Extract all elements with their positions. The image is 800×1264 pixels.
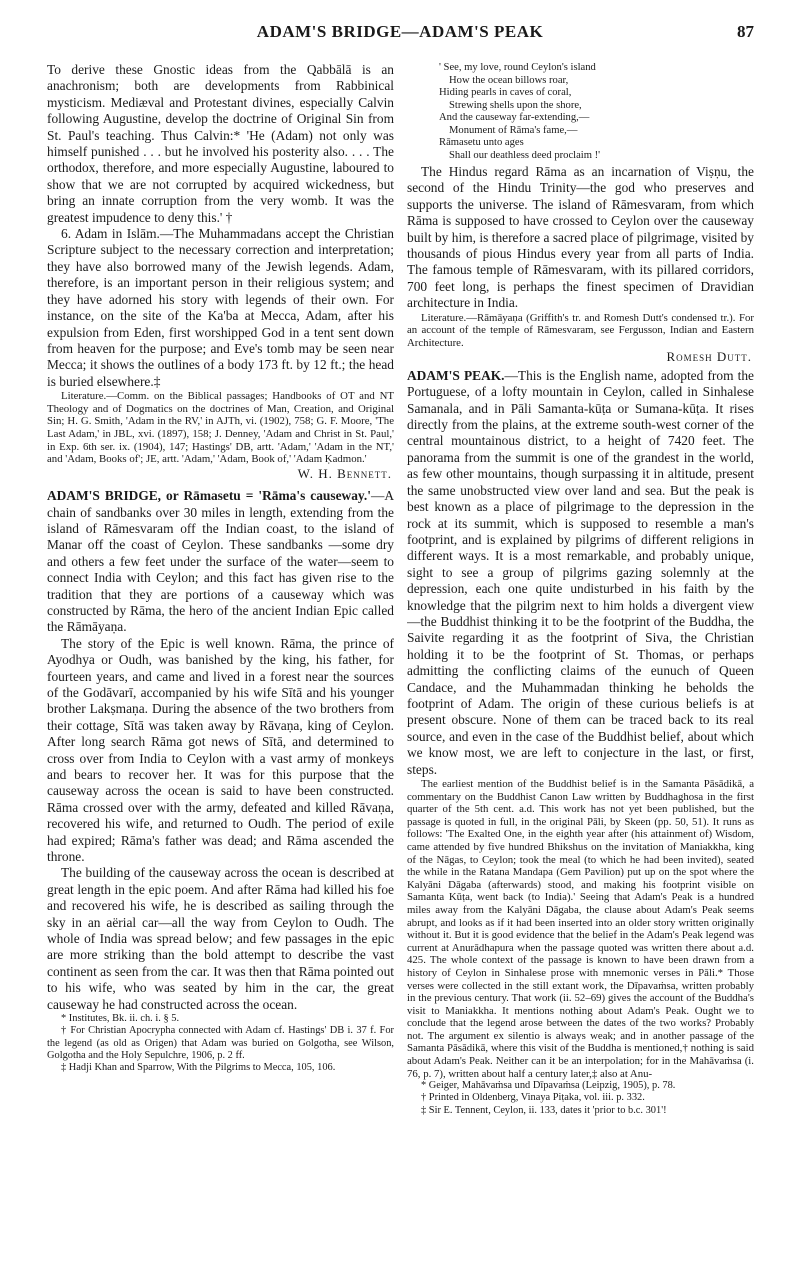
footnote-apocrypha: † For Christian Apocrypha connected with Adam cf. Hastings' DB i. 37 f. For the legend (as old as Origen) that Adam was buried on Golgotha, see Wilson, Golgotha and the Holy Sepulchre, 1906, p. 2 ff.: [47, 1025, 394, 1061]
peak-paragraph-1: —This is the English name, adopted from the Portuguese, of a lofty mountain in Ceylon, called in Sinhalese Samanala, and in Pāli Samanta-kūṭa or Sumana-kūṭa. It rises directly from the plains, at the extreme south-west corner of the central mountainous district, to a height of 7420 feet. The panorama from the summit is one of the grandest in the world, as few other mountains, though surpassing it in altitude, present the same unobstructed view over land and sea. But the peak is best known as a place of pilgrimage to the depression in the rock at its summit, which is supposed to resemble a man's footprint, and is explained by pilgrims of different religions in different ways. It is a most remarkable, and probably unique, sight to see a group of pilgrims gazing solemnly at the depression, each one quite undisturbed in his faith by the knowledge that the pilgrim next to him holds a divergent view—the Buddhist thinking it to be the footprint of the Buddha, the Saivite regarding it as the footprint of Siva, the Christian holding it to be the footprint of St. Thomas, or perhaps admitting the conflicting claims of the eunuch of Queen Candace, and the Muhammadan thinking he beholds the footprint of Adam. The origin of these curious beliefs is at present obscure. None of them can be traced back to its real source, and even in the case of the Buddhist belief, about which we know most, we are left to conjecture in the last, or first, steps.: [407, 367, 754, 777]
poem-line: Rāmasetu unto ages: [439, 137, 524, 148]
poem-line: Shall our deathless deed proclaim !': [449, 149, 601, 161]
poem-line: How the ocean billows roar,: [449, 74, 569, 86]
poem-line: And the causeway far-extending,—: [439, 112, 590, 123]
headword-adams-peak: ADAM'S PEAK.: [407, 367, 505, 383]
left-column: [47, 62, 394, 1256]
page-number: 87: [737, 22, 754, 41]
literature-ramayana: Literature.—Rāmāyaṇa (Griffith's tr. and Romesh Dutt's condensed tr.). For an account of the temple of Rāmesvaram, see Fergusson, Indian and Eastern Architecture.: [407, 311, 754, 349]
entry-adams-peak: [407, 368, 754, 778]
footnote-hadji-khan: ‡ Hadji Khan and Sparrow, With the Pilgrims to Mecca, 105, 106.: [61, 1061, 336, 1073]
right-column: [407, 62, 754, 1256]
bridge-paragraph-2: The story of the Epic is well known. Rāma, the prince of Ayodhya or Oudh, was banished by the king, his father, for fourteen years, and came and lived in a forest near the sources of the Godāvarī, accompanied by his wife Sītā and his younger brother Lakṣmaṇa. During the absence of the two brothers from their cottage, Sītā was taken away by Rāvaṇa, king of Ceylon. After long search Rāma got news of Sītā, and determined to cross over from India to Ceylon with a vast army of monkeys and bears to recover her. It was for this purpose that the causeway across the ocean is said to have been constructed. Rāma crossed over with the army, defeated and killed Rāvaṇa, recovered his wife, and returned to Oudh. The period of exile had expired; Rāma's father was dead; and Rāma ascended the throne.: [47, 635, 394, 865]
poem-quotation: [439, 62, 754, 162]
peak-small-print: The earliest mention of the Buddhist belief is in the Samanta Pāsādikā, a commentary on the Buddhist Canon Law written by Buddhaghosa in the first quarter of the 5th cent. a.d. This work has not yet been published, but the passage is quoted in full, in the original Pāli, by Skeen (pp. 50, 51). It runs as follows: 'The Exalted One, in the eighth year after (his attainment of) Wisdom, came attended by five hundred Bhikshus on the invitation of Maniakkha, king of the Nāgas, to Ceylon; took the meal (to which he had been invited), seated the while in the Ratana Mandapa (Gem Pavilion) put up on the spot where the Kalyāni Dāgaba (afterwards) stood, and making his footprint visible on Samanta Kūṭa, went back (to India).' Seeing that Adam's Peak is a hundred miles away from the Kalyāni Dāgaba, the clause about Adam's Peak seems abrupt, and looks as if it had been inserted into an older story written originally without it. But it is good evidence that the belief in the Adam's Peak legend was current at Anurādhapura when the passage quoted was written there about a.d. 425. The whole context of the passage is known to have been drawn from a history of Ceylon in Sinhalese prose with mnemonic verses in Pāli.* Those verses were collected in the still extant work, the Dīpavaṁsa, written probably in the previous century. That work (ii. 52–69) gives the account of the Buddha's visit to Maniakkha. It mentions nothing about Adam's Peak. Ought we to conclude that the legend arose between the dates of the two works? Probably not. The argument ex silentio is always weak; and in another passage of the Samanta Pāsādikā, where this visit of the Buddha is mentioned,† nothing is said about Adam's Peak. Neither can it be an interpolation; for in the Mahāvaṁsa (i. 76, p. 7), written about half a century later,‡ also at Anu-: [407, 778, 754, 1080]
headword-adams-bridge: ADAM'S BRIDGE, or Rāmasetu = 'Rāma's causeway.': [47, 488, 371, 504]
poem-line: ' See, my love, round Ceylon's island: [439, 62, 596, 73]
signature-bennett: W. H. Bennett.: [297, 465, 392, 481]
signature-dutt: Romesh Dutt.: [666, 349, 752, 365]
footnote-geiger: * Geiger, Mahāvaṁsa und Dīpavaṁsa (Leipzig, 1905), p. 78.: [421, 1080, 676, 1092]
footnote-tennent: ‡ Sir E. Tennent, Ceylon, ii. 133, dates it 'prior to b.c. 301'!: [421, 1104, 667, 1116]
paragraph-adam-in-islam: 6. Adam in Islām.—The Muhammadans accept the Christian Scripture subject to the necessary correction and interpretation; they have also borrowed many of the Jewish legends. Adam, therefore, is an important person in their religious system; and they have adorned his story with legends of their own. For instance, on the site of the Ka'ba at Mecca, Adam, after his expulsion from Eden, first worshipped God in a tent sent down from heaven for the purpose; and Eve's tomb may be seen near Mecca; it shows the outlines of a body 173 ft. by 12 ft.; the head is buried elsewhere.‡: [47, 226, 394, 389]
entry-adams-bridge: [47, 488, 394, 636]
bridge-paragraph-1: —A chain of sandbanks over 30 miles in length, extending from the island of Rāmesvaram off the Indian coast, to the island of Manar off the coast of Ceylon. These sandbanks —some dry and others a few feet under the surface of the water—seem to connect India with Ceylon; and this fact has given rise to the tradition that they are portions of a causeway which was constructed by Rāma, the hero of the ancient Indian Epic called the Rāmāyaṇa.: [47, 488, 394, 635]
paragraph-original-sin: To derive these Gnostic ideas from the Qabbālā is an anachronism; both are developments from Rabbinical mysticism. Mediæval and Protestant divines, especially Calvin following Augustine, develop the doctrine of Original Sin from St. Paul's teaching. Thus Calvin:* 'He (Adam) not only was himself punished . . . but he involved his posterity also. . . . The orthodox, therefore, and more especially Augustine, laboured to show that we are not corrupted by acquired wickedness, but bring an innate corruption from the very womb. It was the greatest impudence to deny this.' †: [47, 62, 394, 225]
bridge-paragraph-3: The building of the causeway across the ocean is described at great length in the epic poem. And after Rāma had killed his foe and recovered his wife, he is described as sailing through the sky in an aërial car—all the way from Ceylon to Oudh. The whole of India was spread below; and few passages in the epic are more striking than the bold attempt to describe the vast continent as seen from the car. It was then that Rāma pointed out to his wife, who was seated by him in the car, the great causeway he had constructed across the ocean.: [47, 865, 394, 1012]
paragraph-rama-vishnu: The Hindus regard Rāma as an incarnation of Viṣṇu, the second of the Hindu Trinity—the god who preserves and supports the universe. The island of Rāmesvaram, from which Rāma is supposed to have crossed to Ceylon over the causeway built by him, is therefore a sacred place of pilgrimage, visited by thousands of pious Hindus every year from all parts of India. The famous temple of Rāmesvaram, with its pillared corridors, 700 feet long, is perhaps the finest specimen of Dravidian architecture in India.: [407, 164, 754, 311]
footnote-institutes: * Institutes, Bk. ii. ch. i. § 5.: [61, 1013, 180, 1025]
poem-line: Hiding pearls in caves of coral,: [439, 87, 572, 98]
poem-line: Strewing shells upon the shore,: [449, 99, 582, 111]
footnote-oldenberg: † Printed in Oldenberg, Vinaya Piṭaka, vol. iii. p. 332.: [421, 1092, 645, 1104]
running-title: ADAM'S BRIDGE—ADAM'S PEAK: [256, 22, 544, 41]
literature-adam: Literature.—Comm. on the Biblical passages; Handbooks of OT and NT Theology and of Dogmatics on the doctrines of Man, Creation, and Original Sin; H. G. Smith, 'Adam in the RV,' in AJTh, vi. (1902), 758; G. F. Moore, 'The Last Adam,' in JBL, xvi. (1897), 158; J. Denney, 'Adam and Christ in St. Paul,' in Exp. 6th ser. ix. (1904), 147; Hastings' DB, artt. 'Adam,' 'Adam in the NT,' and 'Adam, Books of'; JE, artt. 'Adam,' 'Adam, Book of,' 'Adam Ḳadmon.': [47, 390, 394, 466]
running-head: [46, 22, 754, 46]
poem-line: Monument of Rāma's fame,—: [449, 124, 578, 136]
